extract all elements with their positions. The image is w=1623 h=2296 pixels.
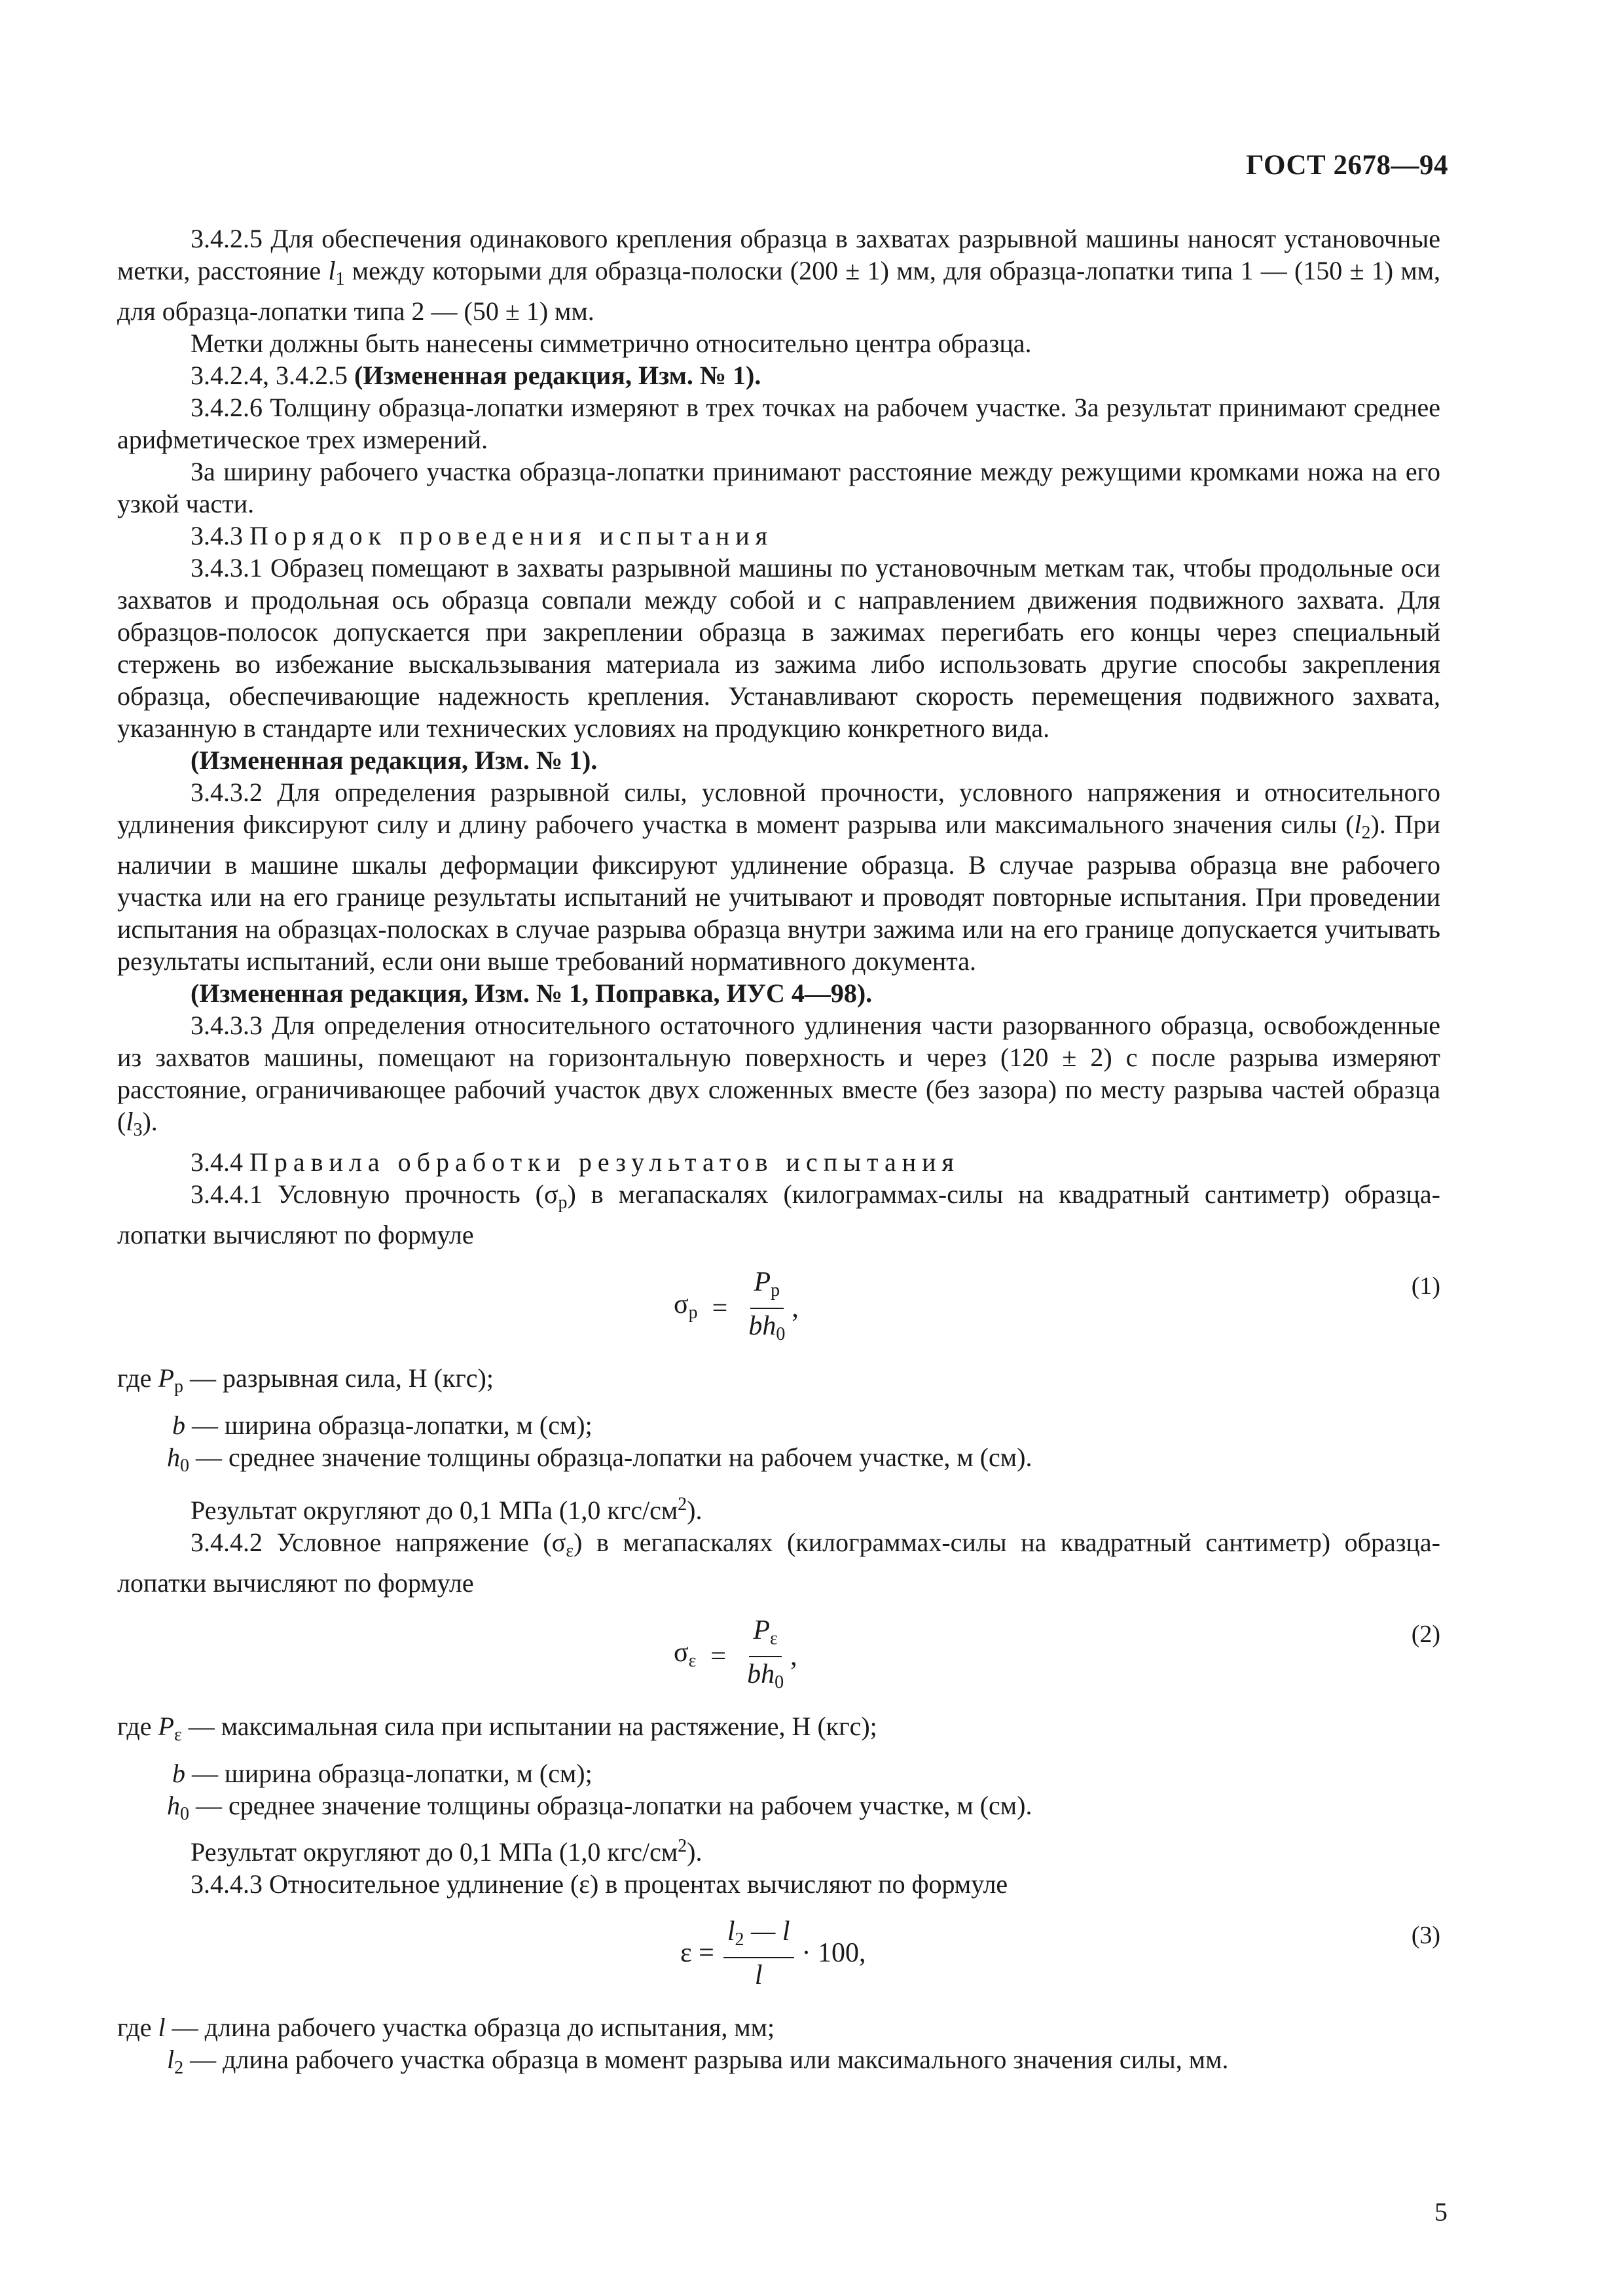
definitions-formula-1	[117, 1362, 1440, 1488]
definition-item: $h_0$ — среднее значение толщины образца-лопатки на рабочем участке, м (см).	[167, 1791, 1032, 1824]
paragraph-3-4-3-1: 3.4.3.1 Образец помещают в захваты разрывной машины по установочным меткам так, чтобы продольные оси захватов и продольная ось образца совпали между собой и с направлением движения подвижного захвата. Для образцов-полосок допускается при закреплении образца в зажимах перегибать его концы через специальный стержень во избежание выскальзывания материала из зажима либо использовать другие способы закрепления образца, обеспечивающие надежность крепления. Устанавливают скорость перемещения подвижного захвата, указанную в стандарте или технических условиях на продукцию конкретного вида.	[117, 553, 1440, 743]
paragraph-rounding-1: Результат округляют до 0,1 МПа (1,0 кгс/$см^2$).	[191, 1494, 702, 1525]
definition-item: $h_0$ — среднее значение толщины образца-лопатки на рабочем участке, м (см).	[167, 1443, 1032, 1476]
formula-2-lhs: $\sigma_\varepsilon$	[674, 1637, 697, 1671]
formula-3: ε = $\frac{l_2 — l}{l}$ · 100, (3)	[680, 1916, 1440, 1990]
document-body	[117, 223, 1440, 2084]
formula-3-fraction: $\frac{l_2 — l}{l}$	[723, 1916, 794, 1991]
formula-2: $\sigma_\varepsilon$ = $\frac{P_\varepsilon}{bh_0}$ , (2)	[117, 1609, 1440, 1701]
paragraph-amendment-3: (Измененная редакция, Изм. № 1, Поправка, ИУС 4—98).	[191, 978, 873, 1008]
paragraph-3-4-3-3: 3.4.3.3 Для определения относительного остаточного удлинения части разорванного образца, освобожденные из захватов машины, помещают на горизонтальную поверхность и через (120 ± 2) с после разрыва измеряют расстояние, ограничивающее рабочий участок двух сложенных вместе (без зазора) по месту разрыва частей образца $(l_3)$.	[117, 1011, 1440, 1140]
section-heading-3-4-4: 3.4.4 Правила обработки результатов испытания	[191, 1147, 960, 1177]
paragraph-amendment-1: 3.4.2.4, 3.4.2.5 (Измененная редакция, Изм. № 1).	[191, 361, 761, 390]
paragraph-marks-symmetric: Метки должны быть нанесены симметрично относительно центра образца.	[191, 329, 1032, 358]
paragraph-3-4-3-2: 3.4.3.2 Для определения разрывной силы, условной прочности, условного напряжения и относительного удлинения фиксируют силу и длину рабочего участка в момент разрыва или максимального значения силы $(l_2)$. При наличии в машине шкалы деформации фиксируют удлинение образца. В случае разрыва образца вне рабочего участка или на его границе результаты испытаний не учитывают и проводят повторные испытания. При проведении испытания на образцах-полосках в случае разрыва образца внутри зажима или на его границе допускается учитывать результаты испытаний, если они выше требований нормативного документа.	[117, 778, 1440, 976]
definition-item: где $P_\varepsilon$ — максимальная сила при испытании на растяжение, Н (кгс);	[117, 1712, 877, 1745]
paragraph-width-working-area: За ширину рабочего участка образца-лопатки принимают расстояние между режущими кромками ножа на его узкой части.	[117, 457, 1440, 518]
definition-item: $l_2$ — длина рабочего участка образца в момент разрыва или максимального значения силы, мм.	[167, 2045, 1229, 2078]
formula-2-fraction: $\frac{P_\varepsilon}{bh_0}$	[747, 1615, 784, 1693]
definition-item: где $P_р$ — разрывная сила, Н (кгс);	[117, 1363, 494, 1397]
formula-1-lhs: $\sigma_р$	[674, 1289, 698, 1323]
formula-1-fraction: $\frac{P_р}{bh_0}$	[748, 1267, 786, 1344]
paragraph-3-4-4-3: 3.4.4.3 Относительное удлинение (ε) в процентах вычисляют по формуле	[191, 1869, 1008, 1899]
definition-item: b — ширина образца-лопатки, м (см);	[172, 1759, 593, 1788]
section-heading-3-4-3: 3.4.3 Порядок проведения испытания	[191, 521, 774, 550]
formula-2-number: (2)	[1411, 1621, 1440, 1648]
paragraph-3-4-4-1: 3.4.4.1 Условную прочность $(\sigma_р)$ в мегапаскалях (килограммах-силы на квадратный сантиметр) образца-лопатки вычисляют по формуле	[117, 1179, 1441, 1249]
definition-item: b — ширина образца-лопатки, м (см);	[172, 1410, 593, 1440]
formula-1: $\sigma_р$ = $\frac{P_р}{bh_0}$ , (1)	[117, 1261, 1440, 1353]
formula-1-number: (1)	[1411, 1272, 1440, 1300]
paragraph-rounding-2: Результат округляют до 0,1 МПа (1,0 кгс/$см^2$).	[191, 1836, 702, 1867]
paragraph-3-4-2-5: 3.4.2.5 Для обеспечения одинакового крепления образца в захватах разрывной машины наносят установочные метки, расстояние $l_1$ между которыми для образца-полоски (200 ± 1) мм, для образца-лопатки типа 1 — (150 ± 1) мм, для образца-лопатки типа 2 — (50 ± 1) мм.	[117, 224, 1441, 326]
paragraph-3-4-4-2: 3.4.4.2 Условное напряжение $(\sigma_\varepsilon)$ в мегапаскалях (килограммах-силы на квадратный сантиметр) образца-лопатки вычисляют по формуле	[117, 1528, 1441, 1598]
formula-3-number: (3)	[1411, 1922, 1440, 1949]
definitions-formula-3	[117, 2011, 1440, 2084]
definitions-formula-2	[117, 1710, 1440, 1830]
standard-code-header: ГОСТ 2678—94	[1246, 150, 1448, 181]
page-number: 5	[1434, 2197, 1448, 2227]
paragraph-3-4-2-6: 3.4.2.6 Толщину образца-лопатки измеряют в трех точках на рабочем участке. За результат принимают среднее арифметическое трех измерений.	[117, 393, 1440, 454]
paragraph-amendment-2: (Измененная редакция, Изм. № 1).	[191, 745, 598, 775]
definition-item: где l — длина рабочего участка образца до испытания, мм;	[117, 2013, 775, 2042]
